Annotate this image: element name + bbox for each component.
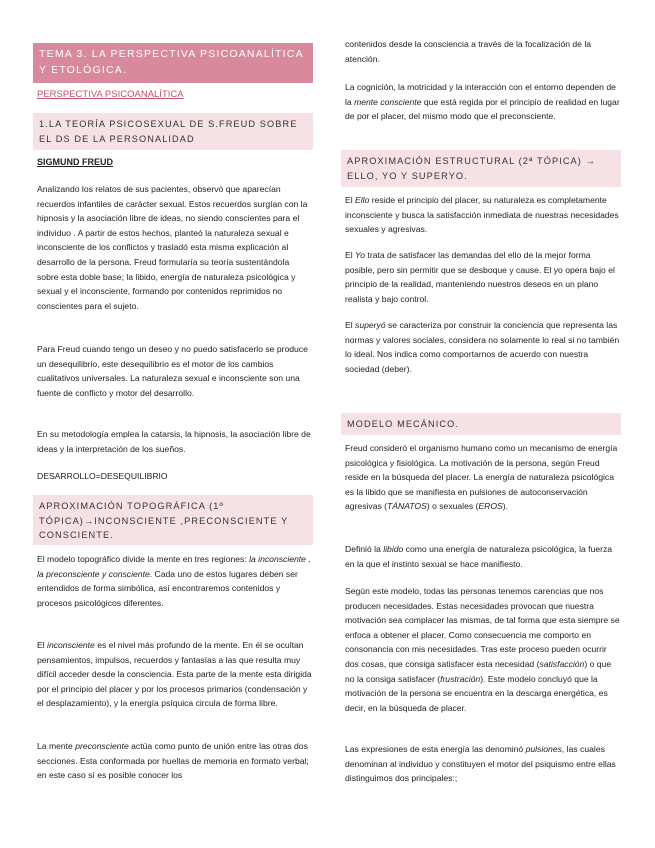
paragraph-ello: El Ello reside el principio del placer, su naturaleza es completamente inconsciente y busca la satisfacción inmediata de nuestras necesidades sexuales y agresivas. xyxy=(345,195,619,235)
section-link[interactable]: PERSPECTIVA PSICOANALÍTICA xyxy=(37,89,184,100)
paragraph-energia: Freud consideró el organismo humano como un mecanismo de energía psicológica y fisiológica. La motivación de la persona, según Freud reside en la búsqueda del placer. La energía de naturaleza psicológica es la libido que se manifiesta en pulsiones de autoconservación agresivas (TÁNATOS) o sexuales (EROS). xyxy=(345,443,618,512)
paragraph-preconsciente: La mente preconsciente actúa como punto de unión entre las otras dos secciones. Esta conformada por huellas de memoria en formato verbal; en este caso sí es posible conocer los xyxy=(37,741,309,781)
heading-modelo-mecanico: MODELO MECÁNICO. xyxy=(341,413,621,435)
paragraph-formula: DESARROLLO=DESEQUILIBRIO xyxy=(37,471,168,481)
paragraph-inconsciente: El inconsciente es el nivel más profundo de la mente. En él se ocultan pensamientos, impulsos, recuerdos y fantasías a las que resulta muy difícil acceder desde la consciencia. Esta parte de la mente esta dirigida por el principio del placer y por los procesos primarios (condensación y el desplazamiento), y la energía psíquica circula de forma libre. xyxy=(37,640,312,709)
paragraph-modelo-topografico: El modelo topográfico divide la mente en tres regiones: la inconsciente , la preconsciente y consciente. Cada uno de estos lugares deben ser entendidos de forma simbólica, así encontraremos contenidos y procesos psicológicos diferentes. xyxy=(37,554,311,608)
document-title: TEMA 3. LA PERSPECTIVA PSICOANALÍTICA Y ETOLÓGICA. xyxy=(33,43,313,83)
paragraph-yo: El Yo trata de satisfacer las demandas del ello de la mejor forma posible, pero sin permitir que se desboque y cause. El yo opera bajo el principio de la realidad, manteniendo nuestros deseos en un plano realista y bajo control. xyxy=(345,250,615,304)
paragraph-libido: Definió la libido como una energía de naturaleza psicológica, la fuerza en la que el instinto sexual se hace manifiesto. xyxy=(345,544,613,569)
paragraph-superyo: El superyó se caracteriza por construir la conciencia que representa las normas y valores sociales, considera no solamente lo real si no también lo ideal. Nos indica como comportarnos de acuerdo con nuestra sociedad (deber). xyxy=(345,320,620,374)
heading-freud-theory: 1.LA TEORÍA PSICOSEXUAL DE S.FREUD SOBRE EL DS DE LA PERSONALIDAD xyxy=(33,113,313,150)
paragraph-desequilibrio: Para Freud cuando tengo un deseo y no puedo satisfacerlo se produce un desequilibrio, este desequilibrio es el motor de los cambios cualitativos universales. La naturaleza sexual e inconsciente son una fuente de conflicto y motor del desarrollo. xyxy=(37,344,308,398)
heading-estructural: APROXIMACIÓN ESTRUCTURAL (2ª TÓPICA) → ELLO, YO Y SUPERYO. xyxy=(341,150,621,187)
paragraph-pulsiones: Las expresiones de esta energía las denominó pulsiones, las cuales denominan al individuo y constituyen el motor del psiquismo entre ellas distinguimos dos principales:; xyxy=(345,744,616,784)
paragraph-intro: Analizando los relatos de sus pacientes, observó que aparecían recuerdos infantiles de carácter sexual. Estos recuerdos surgían con la hipnosis y la asociación libre de ideas, no siendo conscientes para el individuo . A partir de estos hechos, planteó la naturaleza sexual e inconsciente de los conflictos y trasladó esta misma explicación al desarrollo de la persona. Freud formularía su teoría sustentándola sobre esta doble base; la libido, energía de naturaleza psicológica y sexual y el inconsciente, formando por contenidos reprimidos no conscientes para el sujeto. xyxy=(37,184,308,311)
heading-topografica: APROXIMACIÓN TOPOGRÁFICA (1º TÓPICA)→INCONSCIENTE ,PRECONSCIENTE Y CONSCIENTE. xyxy=(33,495,313,545)
paragraph-metodologia: En su metodología emplea la catarsis, la hipnosis, la asociación libre de ideas y la interpretación de los sueños. xyxy=(37,429,311,454)
paragraph-continuacion: contenidos desde la consciencia a través de la focalización de la atención. xyxy=(345,39,592,64)
paragraph-consciente: La cognición, la motricidad y la interacción con el entorno dependen de la mente consciente que está regida por el principio de realidad en lugar de por el placer, del mismo modo que el preconsciente. xyxy=(345,82,620,122)
subheading-sigmund-freud: SIGMUND FREUD xyxy=(37,157,113,167)
paragraph-carencias: Según este modelo, todas las personas tenemos carencias que nos producen necesidades. Estas necesidades provocan que nuestra motivación sea complacer las mismas, de tal forma que esta siempre se enfoca a obtener el placer. Como consecuencia me comporto en consonancia con mis necesidades. Tras este proceso pueden ocurrir dos cosas, que consiga satisfacer esta necesidad (satisfacción) o que no la consiga satisfacer (frustración). Este modelo concluyó que la motivación de la persona se encuentra en la descarga energética, es decir, en la búsqueda de placer. xyxy=(345,586,620,713)
